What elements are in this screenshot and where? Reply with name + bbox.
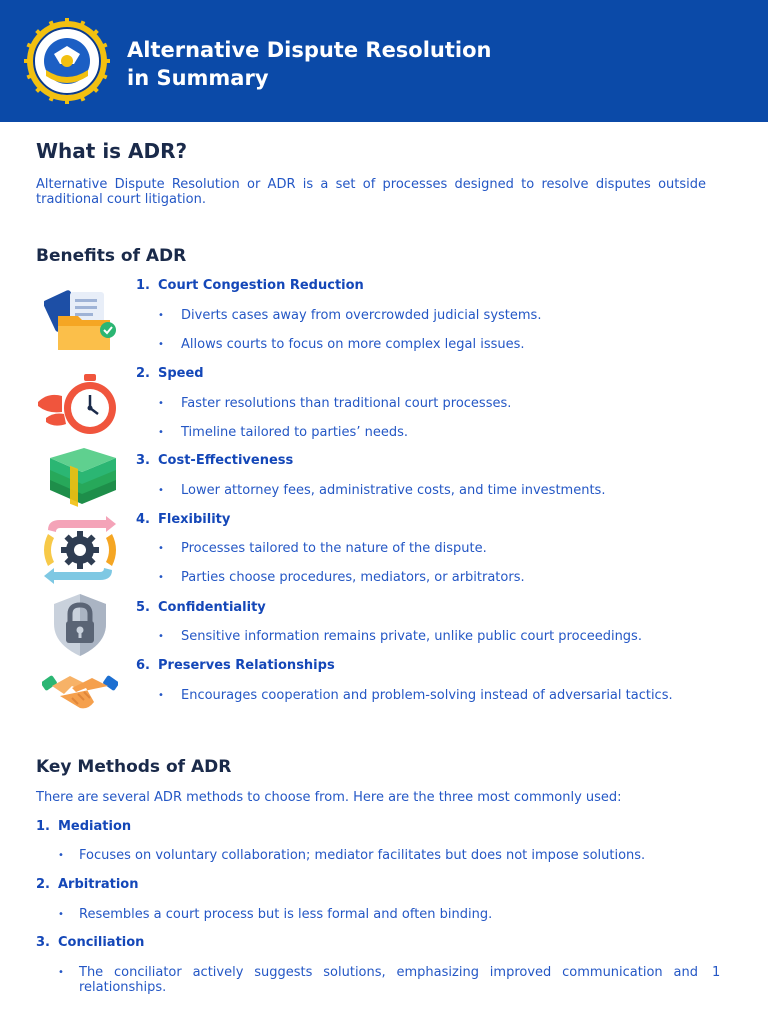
benefit-4-title: 4. Flexibility (136, 512, 231, 527)
benefit-6-bullet-1: • Encourages cooperation and problem-solving instead of adversarial tactics. (158, 688, 673, 703)
title-line-1: Alternative Dispute Resolution (127, 38, 492, 62)
benefit-4-bullet-1: • Processes tailored to the nature of the dispute. (158, 541, 487, 556)
benefits-heading: Benefits of ADR (36, 246, 187, 266)
stopwatch-icon (36, 372, 120, 438)
method-2-title: 2. Arbitration (36, 877, 139, 892)
money-stack-icon (46, 448, 120, 508)
benefit-2-title: 2. Speed (136, 366, 204, 381)
method-3-bullet: • The conciliator actively suggests solutions, emphasizing improved communication and relationships. (58, 965, 698, 995)
method-3-title: 3. Conciliation (36, 935, 145, 950)
what-is-adr-heading: What is ADR? (36, 139, 188, 163)
title-line-2: in Summary (127, 66, 269, 90)
what-is-adr-text: Alternative Dispute Resolution or ADR is a set of processes designed to resolve disputes outside traditional court litigation. (36, 177, 706, 207)
document-title (127, 36, 607, 92)
benefit-5-title: 5. Confidentiality (136, 600, 266, 615)
shield-lock-icon (50, 592, 110, 658)
benefit-1-title: 1. Court Congestion Reduction (136, 278, 364, 293)
benefit-1-bullet-2: • Allows courts to focus on more complex legal issues. (158, 337, 525, 352)
header-banner (0, 0, 768, 122)
method-1-bullet: • Focuses on voluntary collaboration; mediator facilitates but does not impose solutions. (58, 848, 646, 863)
key-methods-intro: There are several ADR methods to choose from. Here are the three most commonly used: (36, 790, 622, 805)
benefit-4-bullet-2: • Parties choose procedures, mediators, or arbitrators. (158, 570, 525, 585)
benefit-3-title: 3. Cost-Effectiveness (136, 453, 294, 468)
method-2-bullet: • Resembles a court process but is less formal and often binding. (58, 907, 493, 922)
method-1-title: 1. Mediation (36, 819, 132, 834)
benefit-2-bullet-2: • Timeline tailored to parties’ needs. (158, 425, 408, 440)
page-number: 1 (712, 965, 721, 980)
benefit-1-bullet-1: • Diverts cases away from overcrowded judicial systems. (158, 308, 542, 323)
benefit-3-bullet-1: • Lower attorney fees, administrative costs, and time investments. (158, 483, 606, 498)
benefit-2-bullet-1: • Faster resolutions than traditional court processes. (158, 396, 512, 411)
folder-documents-icon (44, 286, 118, 354)
benefit-6-title: 6. Preserves Relationships (136, 658, 335, 673)
office-seal-icon (24, 18, 110, 104)
key-methods-heading: Key Methods of ADR (36, 757, 232, 777)
benefit-5-bullet-1: • Sensitive information remains private, unlike public court proceedings. (158, 629, 642, 644)
handshake-icon (42, 664, 118, 716)
gear-arrows-icon (40, 516, 120, 584)
